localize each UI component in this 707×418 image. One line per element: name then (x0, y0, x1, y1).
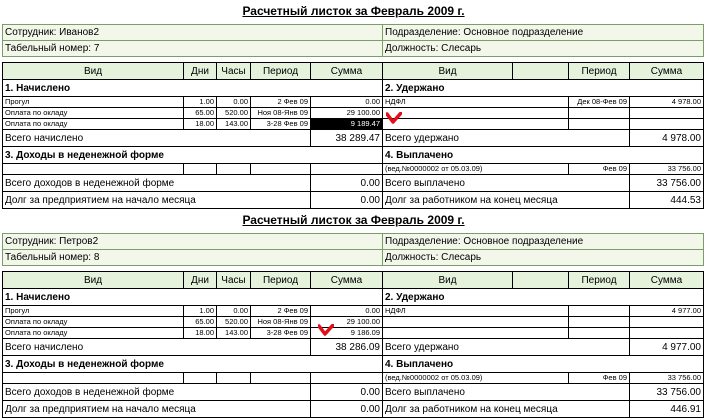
nonmonetary-total: 0.00 (311, 175, 383, 192)
table-cell: 143.00 (217, 328, 251, 339)
accrued-total: 38 289.47 (311, 130, 383, 147)
col-vid: Вид (3, 272, 184, 289)
nonmonetary-heading: 3. Доходы в неденежной форме (3, 356, 383, 373)
table-cell (383, 328, 569, 339)
table-cell: 1.00 (184, 97, 217, 108)
table-cell (184, 373, 217, 384)
table-cell (569, 328, 630, 339)
table-cell (383, 119, 569, 130)
col-sum-2: Сумма (630, 63, 704, 80)
table-cell: Фев 09 (569, 373, 630, 384)
employee-name: Сотрудник: Петров2 (3, 234, 383, 250)
table-cell: 18.00 (184, 328, 217, 339)
table-cell: Оплата по окладу (3, 108, 184, 119)
position: Должность: Слесарь (383, 41, 704, 57)
col-vid-2: Вид (383, 272, 513, 289)
table-cell: 3-28 Фев 09 (251, 328, 311, 339)
withheld-total-label: Всего удержано (383, 130, 630, 147)
table-row (3, 328, 704, 339)
debt-end: 446.91 (630, 401, 704, 418)
table-row (3, 317, 704, 328)
withheld-heading: 2. Удержано (383, 80, 704, 97)
debt-start-label: Долг за предприятием на начало месяца (3, 401, 311, 418)
col-vid: Вид (3, 63, 184, 80)
paid-total: 33 756.00 (630, 384, 704, 401)
table-cell (630, 317, 704, 328)
table-cell: 65.00 (184, 317, 217, 328)
table-row (3, 373, 704, 384)
table-cell: 1.00 (184, 306, 217, 317)
table-cell: Ноя 08-Янв 09 (251, 317, 311, 328)
table-cell: 29 100.00 (311, 108, 383, 119)
paid-total-label: Всего выплачено (383, 175, 630, 192)
table-cell: 143.00 (217, 119, 251, 130)
table-cell (311, 373, 383, 384)
table-cell (383, 317, 569, 328)
department: Подразделение: Основное подразделение (383, 234, 704, 250)
table-cell (630, 328, 704, 339)
table-cell (217, 373, 251, 384)
table-cell: 29 100.00 (311, 317, 383, 328)
table-cell: 18.00 (184, 119, 217, 130)
red-checkmark-icon (386, 112, 402, 124)
table-cell: 0.00 (311, 97, 383, 108)
department: Подразделение: Основное подразделение (383, 25, 704, 41)
accrued-total-label: Всего начислено (3, 339, 311, 356)
table-row (3, 119, 704, 130)
nonmonetary-total-label: Всего доходов в неденежной форме (3, 384, 311, 401)
table-cell: (вед.№0000002 от 05.03.09) (383, 373, 569, 384)
table-cell (311, 164, 383, 175)
table-cell: 4 978.00 (630, 97, 704, 108)
table-cell: 65.00 (184, 108, 217, 119)
table-cell (630, 119, 704, 130)
table-cell (251, 164, 311, 175)
table-cell: 520.00 (217, 317, 251, 328)
table-cell (217, 164, 251, 175)
payslip-title: Расчетный листок за Февраль 2009 г. (242, 4, 465, 18)
table-row (3, 108, 704, 119)
table-cell (3, 373, 184, 384)
col-hours: Часы (217, 63, 251, 80)
table-row (3, 164, 704, 175)
paid-heading: 4. Выплачено (383, 356, 704, 373)
employee-name: Сотрудник: Иванов2 (3, 25, 383, 41)
col-blank (513, 272, 569, 289)
accrued-total-label: Всего начислено (3, 130, 311, 147)
col-period-2: Период (569, 272, 630, 289)
table-cell (630, 108, 704, 119)
employee-info (2, 233, 704, 266)
table-cell (3, 164, 184, 175)
table-cell: 2 Фев 09 (251, 306, 311, 317)
col-sum-2: Сумма (630, 272, 704, 289)
position: Должность: Слесарь (383, 250, 704, 266)
table-cell: 4 977.00 (630, 306, 704, 317)
table-cell: Прогул (3, 306, 184, 317)
table-cell: Ноя 08-Янв 09 (251, 108, 311, 119)
paid-total: 33 756.00 (630, 175, 704, 192)
nonmonetary-total-label: Всего доходов в неденежной форме (3, 175, 311, 192)
table-row (3, 306, 704, 317)
col-sum: Сумма (311, 272, 383, 289)
tab-number: Табельный номер: 8 (3, 250, 383, 266)
table-cell: 33 756.00 (630, 373, 704, 384)
table-cell: 0.00 (217, 97, 251, 108)
table-cell: Оплата по окладу (3, 328, 184, 339)
debt-start: 0.00 (311, 401, 383, 418)
table-cell (569, 317, 630, 328)
highlighted-sum: 9 189.47 (311, 119, 383, 130)
highlighted-sum: 9 186.09 (311, 328, 383, 339)
debt-end-label: Долг за работником на конец месяца (383, 192, 630, 209)
debt-end-label: Долг за работником на конец месяца (383, 401, 630, 418)
col-hours: Часы (217, 272, 251, 289)
table-row (3, 97, 704, 108)
table-cell: Фев 09 (569, 164, 630, 175)
payslip-table (2, 62, 704, 209)
accrued-total: 38 286.09 (311, 339, 383, 356)
red-checkmark-icon (318, 324, 334, 336)
table-cell (569, 119, 630, 130)
table-cell (251, 373, 311, 384)
accrued-heading: 1. Начислено (3, 289, 383, 306)
debt-start: 0.00 (311, 192, 383, 209)
payslip-title: Расчетный листок за Февраль 2009 г. (242, 213, 465, 227)
col-days: Дни (184, 63, 217, 80)
employee-info (2, 24, 704, 57)
debt-start-label: Долг за предприятием на начало месяца (3, 192, 311, 209)
table-cell: Дек 08-Фев 09 (569, 97, 630, 108)
withheld-total: 4 977.00 (630, 339, 704, 356)
column-headers (3, 63, 704, 80)
withheld-heading: 2. Удержано (383, 289, 704, 306)
withheld-total-label: Всего удержано (383, 339, 630, 356)
table-cell: 33 756.00 (630, 164, 704, 175)
col-period: Период (251, 63, 311, 80)
col-vid-2: Вид (383, 63, 513, 80)
table-cell: Оплата по окладу (3, 317, 184, 328)
tab-number: Табельный номер: 7 (3, 41, 383, 57)
table-cell: 0.00 (311, 306, 383, 317)
table-cell: 520.00 (217, 108, 251, 119)
paid-heading: 4. Выплачено (383, 147, 704, 164)
payslip-table (2, 271, 704, 418)
col-blank (513, 63, 569, 80)
column-headers (3, 272, 704, 289)
table-cell: НДФЛ (383, 306, 569, 317)
table-cell: 0.00 (217, 306, 251, 317)
table-cell: (вед.№0000002 от 05.03.09) (383, 164, 569, 175)
accrued-heading: 1. Начислено (3, 80, 383, 97)
debt-end: 444.53 (630, 192, 704, 209)
table-cell: Оплата по окладу (3, 119, 184, 130)
nonmonetary-total: 0.00 (311, 384, 383, 401)
table-cell: Прогул (3, 97, 184, 108)
col-days: Дни (184, 272, 217, 289)
paid-total-label: Всего выплачено (383, 384, 630, 401)
col-period: Период (251, 272, 311, 289)
table-cell: НДФЛ (383, 97, 569, 108)
table-cell: 3-28 Фев 09 (251, 119, 311, 130)
table-cell (383, 108, 569, 119)
nonmonetary-heading: 3. Доходы в неденежной форме (3, 147, 383, 164)
table-cell (184, 164, 217, 175)
col-period-2: Период (569, 63, 630, 80)
withheld-total: 4 978.00 (630, 130, 704, 147)
table-cell: 2 Фев 09 (251, 97, 311, 108)
table-cell (569, 108, 630, 119)
col-sum: Сумма (311, 63, 383, 80)
table-cell (569, 306, 630, 317)
